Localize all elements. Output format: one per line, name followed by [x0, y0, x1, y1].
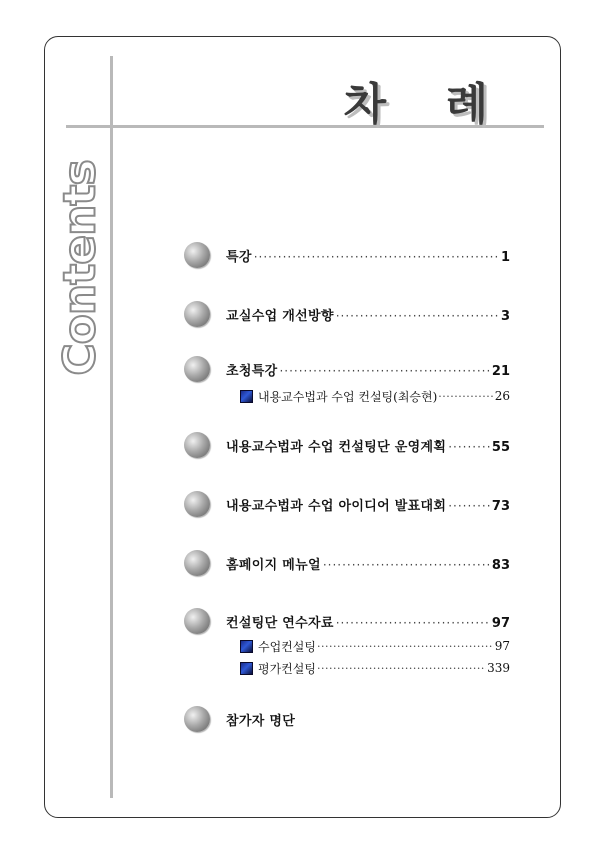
bullet-icon	[184, 242, 210, 268]
toc-entry-special-lecture[interactable]	[184, 242, 510, 268]
toc-entry-label: 교실수업 개선방향	[226, 308, 334, 324]
toc-entry-page: 1	[500, 249, 510, 265]
page-title: 차 례	[343, 79, 510, 130]
toc-subentry-label: 수업컨설팅	[258, 639, 316, 654]
toc-entry-classroom[interactable]	[184, 301, 510, 327]
bullet-icon	[184, 706, 210, 732]
toc-subentry-lesson-consulting[interactable]	[240, 636, 510, 656]
leader-dots	[448, 440, 490, 454]
toc-entry-page: 3	[500, 308, 510, 324]
toc-subentry-evaluation-consulting[interactable]	[240, 658, 510, 678]
bullet-icon	[184, 550, 210, 576]
toc-entry-page: 83	[491, 557, 510, 573]
toc-subentry-page: 339	[487, 661, 510, 675]
contents-side-label: Contents	[54, 160, 106, 376]
toc-entry-page: 21	[491, 363, 510, 379]
toc-subentry-label: 평가컨설팅	[258, 661, 316, 676]
toc-entry-invited-lecture[interactable]	[184, 356, 510, 382]
toc-entry-training-materials[interactable]	[184, 608, 510, 634]
sub-bullet-icon	[240, 640, 253, 653]
toc-entry-participants[interactable]	[184, 706, 510, 732]
sub-bullet-icon	[240, 662, 253, 675]
leader-dots	[279, 364, 489, 378]
leader-dots	[317, 640, 494, 653]
bullet-icon	[184, 491, 210, 517]
toc-entry-page: 97	[491, 615, 510, 631]
leader-dots	[254, 250, 499, 264]
toc-entry-label: 초청특강	[226, 363, 278, 379]
toc-subentry-label: 내용교수법과 수업 컨설팅(최승현)	[258, 389, 438, 404]
toc-subentry-consulting-choi[interactable]	[240, 386, 510, 406]
bullet-icon	[184, 301, 210, 327]
toc-entry-operation-plan[interactable]	[184, 432, 510, 458]
toc-entry-idea-contest[interactable]	[184, 491, 510, 517]
toc-entry-page: 73	[491, 498, 510, 514]
toc-entry-label: 내용교수법과 수업 컨설팅단 운영계획	[226, 439, 447, 455]
leader-dots	[336, 616, 490, 630]
sub-bullet-icon	[240, 390, 253, 403]
leader-dots	[438, 390, 493, 403]
leader-dots	[448, 499, 490, 513]
toc-subentry-page: 26	[494, 389, 510, 403]
toc-entry-label: 내용교수법과 수업 아이디어 발표대회	[226, 498, 447, 514]
bullet-icon	[184, 608, 210, 634]
leader-dots	[323, 558, 490, 572]
page-frame	[44, 36, 561, 818]
bullet-icon	[184, 432, 210, 458]
toc-entry-homepage-manual[interactable]	[184, 550, 510, 576]
toc-entry-label: 홈페이지 메뉴얼	[226, 557, 321, 573]
toc-entry-page: 55	[491, 439, 510, 455]
toc-entry-label: 특강	[226, 249, 252, 265]
bullet-icon	[184, 356, 210, 382]
toc-entry-label: 컨설팅단 연수자료	[226, 615, 334, 631]
leader-dots	[317, 662, 486, 675]
toc-subentry-page: 97	[494, 639, 510, 653]
vertical-rule	[110, 56, 113, 798]
leader-dots	[336, 309, 499, 323]
toc-entry-label: 참가자 명단	[226, 713, 296, 729]
